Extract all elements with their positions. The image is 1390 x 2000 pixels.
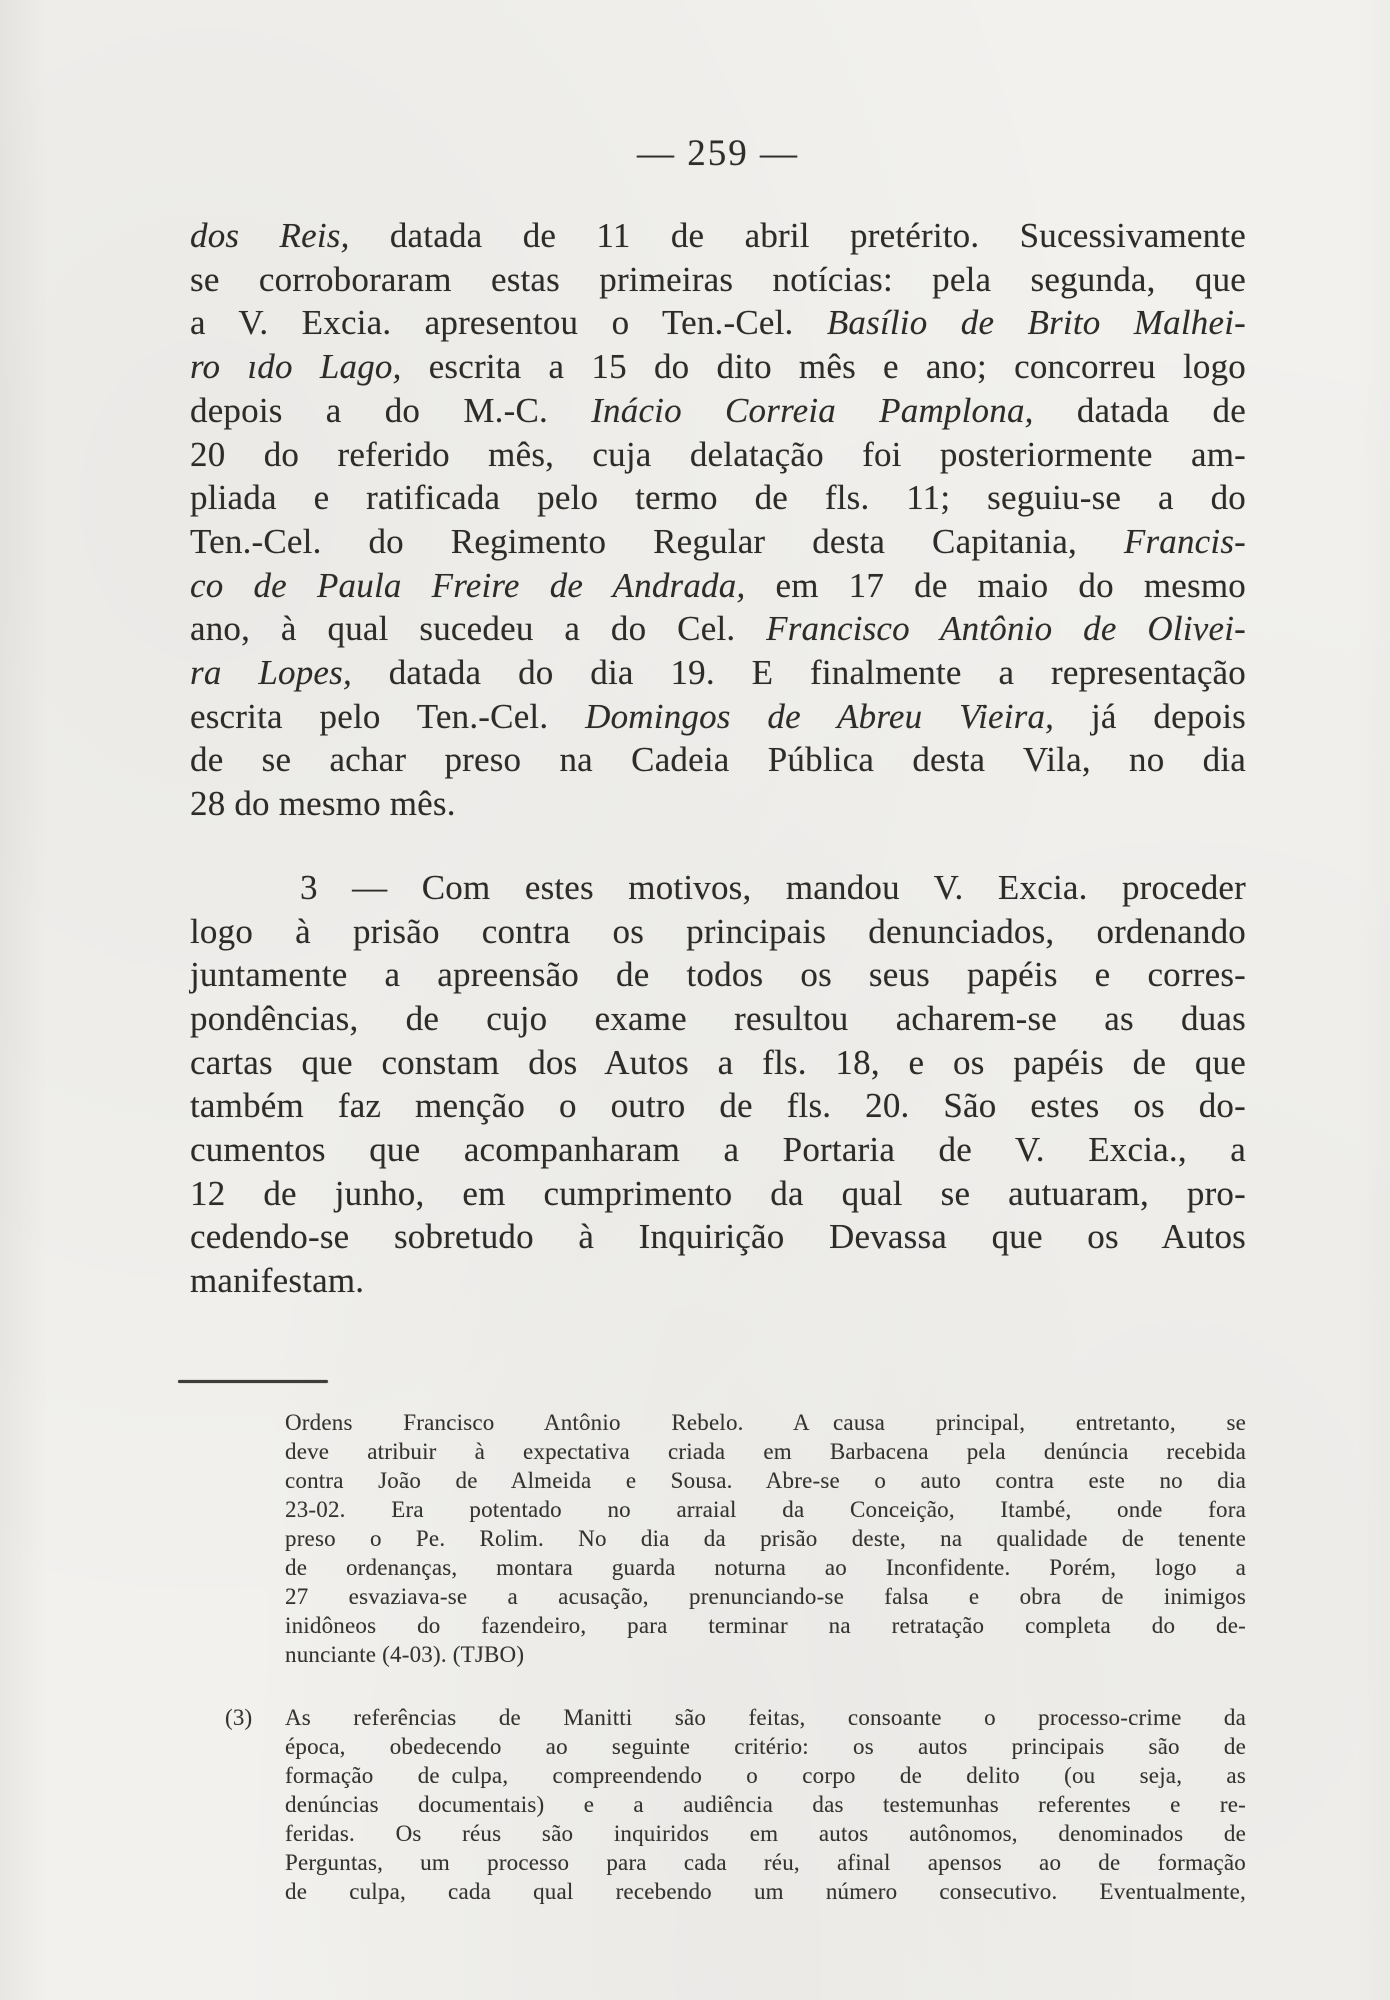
footnote-text-line (285, 1703, 1246, 1732)
body-text-line (190, 651, 1246, 695)
text-segment: já depois (1054, 696, 1247, 736)
text-segment: de ordenanças, montara guarda noturna ao Inconfidente. Porém, logo a (285, 1555, 1246, 1580)
footnote-text-line (285, 1790, 1246, 1819)
text-segment: escrita pelo Ten.-Cel. (190, 696, 586, 736)
footnote (190, 1408, 1246, 1669)
footnote-text-line (285, 1819, 1246, 1848)
paragraph (190, 214, 1246, 826)
text-segment: denúncias documentais) e a audiência das testemunhas referentes e re- (285, 1792, 1246, 1817)
italic-text-segment: Inácio Correia Pamplona, (591, 390, 1034, 430)
footnote-text-line (285, 1761, 1246, 1790)
body-text-line (190, 476, 1246, 520)
italic-text-segment: co de Paula Freire de Andrada, (190, 565, 746, 605)
footnote-text-line (285, 1495, 1246, 1524)
text-segment: nunciante (4-03). (TJBO) (285, 1642, 525, 1667)
text-segment: cartas que constam dos Autos a fls. 18, e os papéis de que (190, 1042, 1246, 1082)
text-segment: datada do dia 19. E finalmente a representação (351, 653, 1246, 693)
text-segment: Perguntas, um processo para cada réu, afinal apensos ao de formação (285, 1850, 1246, 1875)
text-segment: de se achar preso na Cadeia Pública desta Vila, no dia (190, 740, 1246, 780)
footnote-text-line (285, 1582, 1246, 1611)
text-segment: se corroboraram estas primeiras notícias: pela segunda, que (190, 259, 1246, 299)
text-segment: 28 do mesmo mês. (190, 784, 456, 824)
text-segment: ano, à qual sucedeu a do Cel. (190, 609, 767, 649)
footnote-text-line (285, 1437, 1246, 1466)
footnote-text-line (285, 1611, 1246, 1640)
footnote-text-line (285, 1466, 1246, 1495)
text-segment: cedendo-se sobretudo à Inquirição Devassa que os Autos (190, 1217, 1246, 1257)
text-segment: em 17 de maio do mesmo (745, 565, 1246, 605)
text-segment: contra João de Almeida e Sousa. Abre-se o auto contra este no dia (285, 1468, 1246, 1493)
body-text-line (190, 910, 1246, 954)
body-text-line (190, 520, 1246, 564)
body-text-line (190, 389, 1246, 433)
text-segment: logo à prisão contra os principais denunciados, ordenando (190, 911, 1246, 951)
italic-text-segment: Francis- (1123, 521, 1246, 561)
text-segment: Ten.-Cel. do Regimento Regular desta Capitania, (190, 521, 1124, 561)
text-segment: pliada e ratificada pelo termo de fls. 11; seguiu-se a do (190, 478, 1246, 518)
italic-text-segment: Francisco Antônio de Olivei- (766, 609, 1246, 649)
paragraph (190, 866, 1246, 1303)
text-segment: também faz menção o outro de fls. 20. São estes os do- (190, 1086, 1246, 1126)
text-segment: 20 do referido mês, cuja delatação foi posteriormente am- (190, 434, 1246, 474)
body-text-line (190, 738, 1246, 782)
text-segment: juntamente a apreensão de todos os seus papéis e corres- (190, 955, 1246, 995)
body-text-line (190, 1259, 1246, 1303)
body-text-line (190, 258, 1246, 302)
text-segment: 3 — Com estes motivos, mandou V. Excia. proceder (300, 867, 1246, 907)
footnote-text-line (285, 1553, 1246, 1582)
body-text-line (190, 1041, 1246, 1085)
text-segment: feridas. Os réus são inquiridos em autos autônomos, denominados de (285, 1821, 1246, 1846)
text-segment: a V. Excia. apresentou o Ten.-Cel. (190, 303, 827, 343)
text-segment: manifestam. (190, 1261, 365, 1301)
footnote-text-line (285, 1877, 1246, 1906)
body-text-line (190, 214, 1246, 258)
italic-text-segment: Domingos de Abreu Vieira, (585, 696, 1055, 736)
text-segment: datada de 11 de abril pretérito. Sucessivamente (349, 216, 1246, 255)
text-segment: pondências, de cujo exame resultou acharem-se as duas (190, 998, 1246, 1038)
footnote-text-line (285, 1524, 1246, 1553)
text-segment: depois a do M.-C. (190, 390, 592, 430)
footnote-text-line (285, 1408, 1246, 1437)
page-number: — 259 — (637, 133, 799, 174)
body-text-line (190, 301, 1246, 345)
footnote (190, 1703, 1246, 1906)
footnotes-block (190, 1408, 1246, 1906)
italic-text-segment: dos Reis, (190, 216, 350, 255)
body-text-line (190, 866, 1246, 910)
body-text-line (190, 1084, 1246, 1128)
text-segment: formação de culpa, compreendendo o corpo de delito (ou seja, as (285, 1763, 1246, 1788)
text-segment: datada de (1033, 390, 1246, 430)
footnote-separator-rule (178, 1380, 328, 1383)
text-segment: preso o Pe. Rolim. No dia da prisão deste, na qualidade de tenente (285, 1526, 1246, 1551)
text-segment: cumentos que acompanharam a Portaria de V. Excia., a (190, 1130, 1246, 1170)
text-segment: 12 de junho, em cumprimento da qual se autuaram, pro- (190, 1173, 1246, 1213)
italic-text-segment: Basílio de Brito Malhei- (826, 303, 1246, 343)
body-text-line (190, 1215, 1246, 1259)
text-segment: As referências de Manitti são feitas, consoante o processo-crime da (285, 1705, 1246, 1730)
text-segment: 23-02. Era potentado no arraial da Conceição, Itambé, onde fora (285, 1497, 1246, 1522)
body-text-line (190, 997, 1246, 1041)
body-text-line (190, 345, 1246, 389)
footnote-marker: (3) (225, 1705, 253, 1730)
italic-text-segment: ra Lopes, (190, 653, 352, 693)
footnote-text-line (285, 1640, 1246, 1669)
body-text-line (190, 1172, 1246, 1216)
text-segment: deve atribuir à expectativa criada em Barbacena pela denúncia recebida (285, 1439, 1246, 1464)
body-text-line (190, 607, 1246, 651)
body-text-line (190, 695, 1246, 739)
body-text-line (190, 433, 1246, 477)
text-segment: época, obedecendo ao seguinte critério: os autos principais são de (285, 1734, 1246, 1759)
body-text-line (190, 953, 1246, 997)
body-text-block (190, 214, 1246, 1303)
italic-text-segment: ro ıdo Lago, (190, 347, 402, 387)
text-segment: 27 esvaziava-se a acusação, prenunciando-se falsa e obra de inimigos (285, 1584, 1246, 1609)
text-segment: inidôneos do fazendeiro, para terminar na retratação completa do de- (285, 1613, 1246, 1638)
body-text-line (190, 782, 1246, 826)
text-segment: escrita a 15 do dito mês e ano; concorreu logo (401, 347, 1246, 387)
footnote-text-line (285, 1848, 1246, 1877)
text-segment: de culpa, cada qual recebendo um número consecutivo. Eventualmente, (285, 1879, 1246, 1904)
footnote-text-line (285, 1732, 1246, 1761)
body-text-line (190, 1128, 1246, 1172)
body-text-line (190, 564, 1246, 608)
text-segment: Ordens Francisco Antônio Rebelo. A causa principal, entretanto, se (285, 1410, 1246, 1435)
